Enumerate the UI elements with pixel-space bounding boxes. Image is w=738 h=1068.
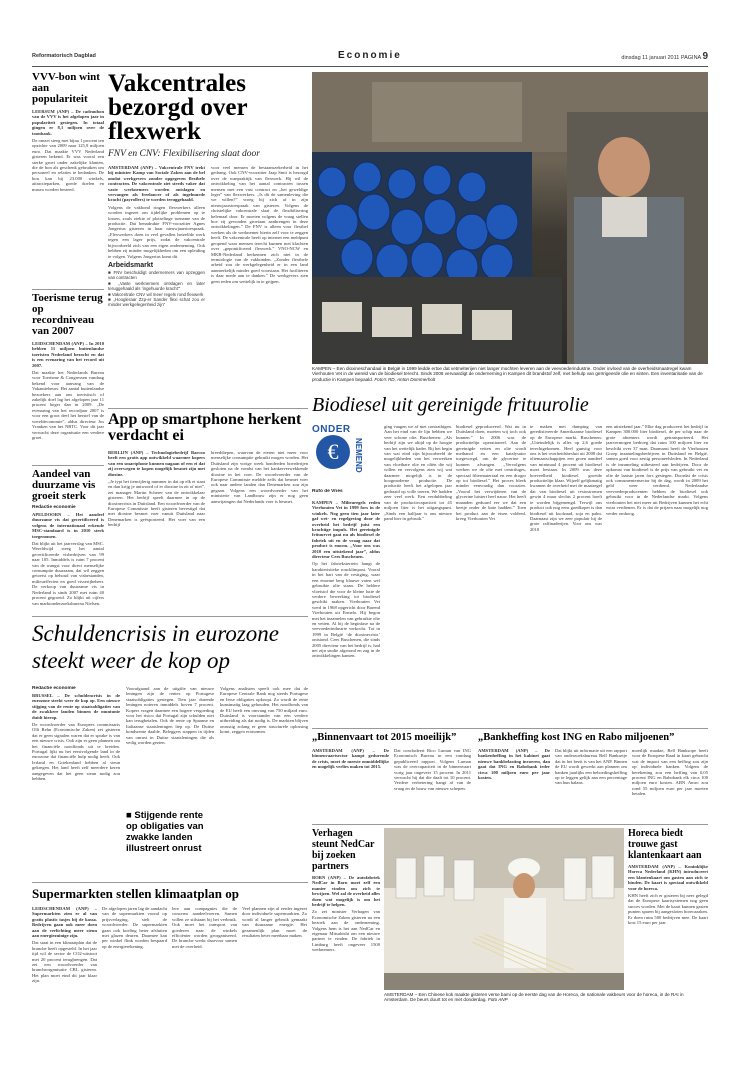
logo-caption: Rufo de Vries: [312, 489, 343, 494]
header-rule: [32, 66, 708, 67]
horeca-article: [628, 828, 708, 990]
photo-caption-1: [312, 366, 708, 388]
vakcentrales-headline: Vakcentrales bezorgd over flexwerk: [108, 72, 248, 145]
mid-divider: [312, 728, 708, 729]
ondernemend-logo: [312, 424, 380, 486]
biodiesel-col-1: [312, 500, 380, 725]
supermarkten-article: [32, 906, 308, 1016]
chef-photo-image: [384, 828, 624, 990]
schuld-lead: BRUSSEL – De schuldencrisis in de eurozone steekt weer de kop op. Een nieuwe stijging van de rente op staatsobligaties van de zwakkere landen binnen de muntunie duidt hierop.: [32, 693, 120, 720]
binnenvaart-article: [312, 732, 472, 822]
bullet-item: ■ „Vaste werknemers ontslagen en later teruggehaald als ‘ingehuurde kracht’”: [108, 280, 205, 292]
date-block: [621, 51, 708, 62]
vvv-body: De omzet steeg met bijna 1 procent ten opzichte van 2009 naar 125,9 miljoen euro. Dat maakte VVV Nederland gisteren bekend. Er was vooral een sterke groei onder zakelijke klanten, die de bon als geschenk gebruiken om personeel en relaties te bedanken. De bon kan bij 23.000 winkels, attractieparken, goede doelen en musea worden besteed.: [32, 138, 104, 192]
verhagen-headline: Verhagen steunt NedCar bij zoeken partners: [312, 828, 375, 872]
schuld-divider: [32, 616, 308, 617]
biodiesel-headline: Biodiesel uit gereinigde frituurolie: [312, 394, 589, 416]
lower-divider: [312, 824, 708, 825]
biodiesel-col-3: biodiesel geproduceerd. Wat nu in Duitsland doen, moeten wij toch ook kunnen.” In 2006 was de productielijn operationeel. Aan de gereinigde vetten en olie wordt methanol en een katalysator toegevoegd, om de glycerine te kunnen afvangen. „Vervolgens werken we de olie met centrifuges, speciaal filtermateriaal en een droger op tot biodiesel.” Het proces bleek minder eenvoudig dan voorzien. „Vooral het verwijderen van de glycerine luistert heel nauw. Het heeft maanden geduurd eer we dat een beetje onder de knie hadden.” Toen het product aan de eisen voldeed, kreeg Vierhouten Vet: [456, 424, 526, 521]
schuld-body-1: De woordvoerder van Europees commissaris Olli Rehn (Economische Zaken) zei gisteren dat er geen signalen waren dat er sprake is van een nieuwe crisis. Ook zijn er geen plannen om het financiële noodfonds uit te breiden. Portugal lijkt nu het eerstvolgende land in de eurozone dat financiële hulp nodig heeft. Ook Ierland en Griekenland hebben al steun gekregen. Het land heeft zelf meerdere keren aangegeven dat het geen steun nodig zou hebben.: [32, 722, 120, 782]
app-body-2: breeddiepen, waarvan de eieren niet meer voor menselijke consumptie gebruikt mogen worden. Het Duitsland zijn vorige week honderden boerderijen gesloten na de vondst van het kankerverwekkende dioxine in het voer. De woordvoerder van de Europese Commissie meldde zelfs dat besmet voer ook naar andere landen dan Denemarken zou zijn gegaan. Volgens een woordvoerder van het ministerie van Landbouw zijn er nog geen aanwijzingen dat Nederlands voer is besmet.: [211, 450, 308, 504]
stijgende-pullquote: ■ Stijgende rente op obligaties van zwakke landen illustreert onrust: [126, 810, 204, 854]
verhagen-lead: BORN (ANP) – De autofabriek NedCar in Born moet zelf een manier vinden om zich te bewijzen. Wel zal de overheid alles doen wat mogelijk is om het bedrijf te helpen.: [312, 875, 380, 908]
vakcentrales-subhead: FNV en CNV: Flexibilisering slaat door: [108, 149, 260, 159]
horeca-body: KHN heeft zich er gisteren bij neer gelegd dat de Europese kaartsystemen nog geen succes worden. Met de kaart kunnen gasten punten sparen bij aangesloten horecazaken. Er doen ruim 500 bedrijven mee. De kaart kost 15 euro per jaar.: [628, 893, 708, 926]
bullet-item: ■ „Hoogleraar Zzp-er Sander flexi schat zou er minder werkgelegenheid zijn”: [108, 296, 205, 308]
toerisme-headline: Toerisme terug op recordniveau van 2007: [32, 293, 103, 337]
biodiesel-col-5: een uitstekend jaar.” Elke dag produceert het bedrijf in Kampen 300.000 liter biodiesel, de per schip naar de grote afnemers wordt getransporteerd. Het jaarvermogen bedroeg dat ruim 100 miljoen liter en beschikt over 37 man. Daarnaast heeft de Vierhouten Groep inzamelingsbedrijven in Duitsland en België, samen goed voor zestig personeelsleden. In Nederland is de inzameling uitbesteed aan bedrijven. Door de opkomst van biodiesel is de prijs van gebruikt vet en olie de laatste jaren fors gestegen. Doordat de crisis ook consumentensector bij de dag, wordt in 2009 het geld weer verdiend. Nederlandse veevoederproducenten hebben de biodiesel ook gebruikt voor in de Nederlandse markt. Volgens vierhouten het niet meer uit Bedrijven kunnen het echt extra verdienen. Er is dat de prijzen naar mogelijk nog verder omhoog.: [606, 424, 708, 516]
left-divider-2: [32, 465, 104, 466]
supermarkten-body-4: Veel plannen zijn al eerder ingezet door individuele supermarkten. Zo wordt al langer gebruik gemaakt van duurzame energie. Het gezamenlijk plan moet de resultaten beter meetbaar maken.: [242, 906, 307, 939]
horeca-lead: AMSTERDAM (ANP) – Koninklijke Horeca Nederland (KHN) introduceert een klantenkaart om gasten aan zich te binden. De kaart is speciaal ontwikkeld voor de horeca.: [628, 864, 708, 891]
bankheffing-body: Dat blijkt uit informatie uit een rapport van onderzoeksbureau Bell Banksetje dat in het bezit is van het ANP. Binnen de EU wordt gewerkt aan plannen om banken jaarlijks een behoedingsheffing op te leggen gelijk aan een percentage van hun balans.: [555, 748, 627, 786]
supermarkten-headline: Supermarkten stellen klimaatplan op: [32, 886, 239, 901]
photo-credit: Foto's RD, Anton Dommerholt: [374, 376, 436, 382]
horeca-headline: Horeca biedt trouwe gast klantenkaart aan: [628, 828, 702, 861]
supermarkten-lead: LEIDSCHENDAM (ANP) – Supermarkten zien er al van gratis plastic tasjes bij de kassa. Bedrijven gaan ook meer doen aan de verlichting meer steun aan energiezuinige zijn.: [32, 906, 97, 939]
toerisme-lead: LEIDSCHENDAM (ANP) – In 2010 hebben 11 miljoen buitenlandse toeristen Nederland bezocht en dat is een evenaring van het record uit 2007.: [32, 341, 104, 368]
euro-icon: €: [316, 435, 350, 469]
bankheffing-article: [478, 732, 708, 822]
left-divider-1: [32, 289, 104, 290]
schuld-body-3: Volgens analisten speelt ook mee dat de Europese Centrale Bank nog steeds Portugese en Ierse obligaties opkoopt. Zo wordt de rente kunstmatig laag gehouden. Het noodfonds van de EU heeft een omvang van 750 miljard euro. Duitsland is voorstander van een verdere uitbreiding als dat nodig is. De markten blijven onrustig zolang er geen structurele oplossing komt, zeggen economen.: [220, 686, 308, 735]
biodiesel-col-4: te maken met dumping van geredistiveerde Amerikaanse biodiesel op de Europese markt. Buschenen: „Uiteindelijk is alles op 2,6 goede terechtgekomen. Heel gunstig voor ons is het overheidsbesluit uit 2008 dat oliemaatschappijen een groen aandeel van minimaal 4 procent uit biodiesel moet bestaan. In 2009 was deze hoeveelheid biodiesel groeide productielijn klaar. Wijzelf gelijkmatig kwamen de overheid met de maatregel dat van biodiesel uit restostromen gewin 4 maar slechts 2 procent hoeft te worden bijgemengd. Terwijl ons product ook nog eens goedkoper is dan biodiesel uit koolzaad, soja en palm. Daarnaast zijn we zeer populair bij de grote raffinaderijen. Voor ons was 2010: [530, 424, 602, 532]
duurzame-headline: Aandeel van duurzame vis groeit sterk: [32, 469, 96, 502]
pullquote-text: Stijgende rente op obligaties van zwakke landen illustreert onrust: [126, 810, 204, 854]
factory-photo-image: [312, 72, 708, 364]
arbeidsmarkt-box: [108, 262, 205, 308]
toerisme-body: Dat maakte het Nederlands Bureau voor Toerisme & Congressen vandaag bekend voor aanvang van de Vakantiebeurs. Het aantal buitenlandse bezoekers aan ons toeristisch of zakelijk doel lag het afgelopen jaar 11 procent hoger dan in 2009. „De evenaring van het recordjaar 2007 is voor een groot deel het herstel van de wereldeconomie”, aldus directeur Jos Vranken van het NBTC. Voor dit jaar verwacht deze organisatie een verdere groei.: [32, 370, 104, 440]
app-divider: [108, 408, 308, 409]
photo2-credit: Foto ANP: [487, 997, 508, 1003]
bullet-item: ■ Vakcentrale CNV wil meer regels rond flexwerk: [108, 291, 204, 297]
photo-caption-2: [384, 992, 708, 1012]
logo-bottom-text: NEMEND: [354, 438, 363, 473]
vakcentrales-body-2: voor veel mensen de bestaanszekerheid in het gedrang. Ook CNV-voorzitter Jaap Smit is bezorgd over de wanpraktijk van flexwerk. Hij wil de ontwikkeling van het aantal contracten tussen mensen met een vast contract en „het geweldige leger” van flexwerkers. „Is dit de samenleving die we willen?” vroeg hij zich af in zijn nieuwjaarstoespraak van gisteren. Volgens de christelijke vakcentrale slaat de flexibilisering helemaal door. Er moeten volgens de vraag stellen hoe zij gevonden groeiaan aanbrengen in deze ontwikkelingen.” De FNV is alleen voor flexibel werken als de werknemer hierin zelf voor te zeggen heeft. De vakcentrale heeft op internet een meldpunt geopend waar mensen terecht kunnen met klachten over „gepontificeerd flexwerk.” VNO-NCW en MKB-Nederland herkennen zich niet in de termiologie van de vakbonden. „Zonder flexibele arbeid zou de werkgelegenheid er in een land aanmerkelijk minder goed voorstaan. Het faciliteren is daar mede aan te danken.” De werkgevers zien geen reden om wettelijk in te grijpen.: [211, 165, 308, 284]
verhagen-body: Zo zei minister Verhagen van Economische Zaken gisteren na een bezoek aan de onderneming. Volgens hem is het aan NedCar en eigenaar Mitsubishi om een nieuwe partner te vinden. De fabriek in Limburg heeft ongeveer 1500 werknemers.: [312, 909, 380, 953]
app-lead: BERLIJN (ANP) – Technologiebedrijf Barcoo heeft een gratis app ontwikkeld waarmee kopers van een smartphone kunnen nagaan of een ei dat zij overwegen te kopen mogelijk besmet zijn met dioxine.: [108, 450, 205, 477]
binnenvaart-body: Dat concludeert Rico Luman van ING Economisch Bureau in een vandaag gepubliceerd rapport. Volgens Luman was de overcapaciteit in de binnenvaart vorig jaar ongeveer 15 procent. In 2011 verwacht hij dat die daalt tot 10 procent. Verdere verbetering hangt af van de vraag en de bouw van nieuwe schepen.: [394, 748, 471, 791]
vakcentrales-article: [108, 72, 308, 402]
app-article: [108, 412, 308, 612]
vvv-headline: VVV-bon wint aan populariteit: [32, 72, 100, 105]
supermarkten-body-3: lere aan compagnies die de concerns aandeelvoeren. Samen willen ze stilstaan bij het verbruik. Ook moet het transport van goederen naar de winkels efficiënter worden georganiseerd. De branche werkt daarvoor samen met de overheid.: [172, 906, 237, 949]
page-number: 9: [702, 51, 708, 62]
schuld-headline: Schuldencrisis in eurozone steekt weer de kop op: [32, 621, 280, 673]
duurzame-category: Redactie economie: [32, 505, 76, 510]
bankheffing-lead: AMSTERDAM (ANP) – De bankenheffing in het kabinet gaat nieuwe bankbelasting invoeren, dan gaat dat ING en Rabobank ieder circa 100 miljoen euro per jaar kosten.: [478, 748, 550, 781]
vakcentrales-lead: AMSTERDAM (ANP) – Vakcentrale FNV trekt bij minister Kamp van Sociale Zaken aan de bel omdat werkgevers zonder opgegeven flexibele contracten. De vakcentrale ziet steeds vaker dat vaste werknemers worden ontslagen en vervangen als freelancer of als ingehuurde kracht (payrollers) te worden teruggehaald.: [108, 165, 205, 203]
binnenvaart-headline: „Binnenvaart tot 2015 moeilijk”: [312, 732, 457, 743]
binnenvaart-lead: AMSTERDAM (ANP) – De binnenvaartsector kampt gedurende de crisis, moet de meeste onmiddellijke en mogelijk verlies maken tot 2015.: [312, 748, 389, 770]
chef-photo: [384, 828, 624, 990]
duurzame-body: Dat blijkt uit het jaarverslag van MSC. Wereldwijd steeg het aantal gecertificeerde visbedrijven van 99 naar 105. Inmiddels is ruim 7 procent van de wangst voor direct menselijke consumptie duurzaam, dat wil zeggen getoetst op behoud van visbestanden, milieueffecten en goed visserijbeheer. De verkoop van duurzame vis in Nederland is sinds 2007 met ruim 40 procent gegroeid. Zo blijkt uit cijfers van marktonderzoeksbureau Nielsen.: [32, 541, 104, 606]
duurzame-lead: APELDOORN – Het aandeel duurzame vis dat gecertificeerd is volgens de internationaal erkende MSC-standaard is in 2010 sterk toegenomen.: [32, 512, 104, 539]
bankheffing-body-2: moeilijk maakte, Bell Banksope heeft voor de Europese Raad in kaart gebracht wat de impact van een heffing zou zijn op individuele banken. Volgens de berekening zou een heffing van 0,05 procent ING en Rabobank elk circa 100 miljoen euro kosten. ABN Amro zou rond 55 miljoen euro per jaar moeten betalen.: [632, 748, 708, 797]
bullet-item: ■ FNV beschuldigt ondernemers van opzeggen van contracten: [108, 269, 205, 281]
biodiesel-lead: KAMPEN – Milieuregels reden Vierhouten Vet in 1999 fors in de winkels. Nog geen tien jaar later gaf wet- en regelgeving door de overheid het bedrijf juist een krachtige impuls. Het gereinigde frituurvet gaat nu als biodiesel de fabriek uit en de vraag naar dat product is enorm. „Voor ons was 2010 een uitstekend jaar”, aldus directeur Cees Buschenen.: [312, 500, 380, 560]
logo-top-text: ONDER: [312, 424, 351, 435]
supermarkten-divider: [32, 882, 308, 883]
date-text: dinsdag 11 januari 2011: [621, 55, 680, 61]
newspaper-name: Reformatorisch Dagblad: [32, 53, 96, 59]
factory-photo: [312, 72, 708, 364]
section-title: Economie: [338, 50, 402, 61]
toerisme-article: [32, 293, 104, 463]
vvv-article: [32, 72, 104, 287]
biodiesel-body: Op het fabrieksterrein hangt de karakteristieke roucklimpast. Vooral in het hart van de vestiging, waar een enorme berg blauwe vaten wel gebruikte olie staan. De heldere vloeistof die voor de kleine lutte de verdere bewerking tot biodiesel geschikt maken. Vierhouten Vet werd in 1968 opgericht door Barend Vierhouten uit Ermelo. Hij begon met het inzamelen van gebruikte olie en vetten. Al bij de beginfase na de veevoederindustrie verkocht. Tot in 1999 in België ‘de dioxinecrisis’ ontstond. Cees Buschenen, die sinds 2005 directeur van het bedrijf is, had net zijn studie afgerond en zag in de ontwikkelingen kansen.: [312, 561, 380, 659]
vvv-lead: LEERSUM (ANP) – De cadeaubon van de VVV is het afgelopen jaar in populariteit gestegen. In totaal gingen er 8,1 miljoen over de toonbank.: [32, 109, 104, 136]
page-header: [32, 50, 708, 64]
supermarkten-body-1: Dat staat in een klimaatplan dat de branche heeft opgesteld. In het jaar tijd wil de sector de CO2-uitstoot met 20 procent terugbrengen. Dat zei een woordvoerder van brancheorganisatie CBL gisteren. Het plan moet eind dit jaar klaar zijn.: [32, 940, 97, 984]
app-body: „Je typt het tiencijferig nummer in dat op elk ei staat en dan krijg je antwoord of er dioxine in zit of niet”, zei manager Martin Scherer van de ontwikkelaar gisteren. Het bedrijf speelt daarmee in op de dioxinecrisis in Duitsland. Een woordvoerder van de Europese Commissie heeft gisteren bevestigd dat met dioxine besmet voer vanuit Duitsland naar Denemarken is geëxporteerd. Het voer van een bedrijf: [108, 479, 205, 528]
page-label: PAGINA: [680, 55, 701, 61]
app-headline: App op smartphone herkent verdacht ei: [108, 412, 302, 444]
supermarkten-body-2: De afgelopen jaren lag de aandacht van de supermarkten vooral op prijsverlaging, stelt de woordvoerder. De supermarkten gaan ook koeling beter afsluiten met glazen deuren. Daarmee kan per winkel flink worden bespaard op de energierekening.: [102, 906, 167, 949]
biodiesel-col-2: ging vaagen we af met contrathigen. Aan het eind van de lijn hebben we veer schone olie. Buschenen: „Als bedrijf zijn we altijd op de hoogte van het wettelijk kader. Bij het begin van wat eind zijn bijvoorbeeld de mogelijkheden van het verwerken van vloeibare olie en oliën die wij willen en vervolgens zien wij wat daarmee mogelijk is in de hoogmoderne productie. De productie heeft het afgelopen jaar gedraaid op volle toeren. We hadden zeer veel werk. Een verdubbeling van de productiecapaciteit tot 45 miljoen liter is het uitgangspunt. „Sinds een halfjaar is ons nieuwe pand hier in gebruik.”: [384, 424, 452, 521]
schuld-body-2: Voorafgaand aan de uitgifte van nieuwe leningen zijn de rentes op Portugese staatsobligaties gestegen. Tien jaar durende leningen noteren inmiddels boven 7 procent. Kopers vragen daarmee een hogere vergoeding voor het risico dat Portugal zijn schulden niet kan terugbetalen. Ook de rente op Spaanse en Italiaanse staatsleningen liep op. De Duitse bondsrente daalde. Beleggers stappen in tijden van onrust in Duitse staatsleningen die als veilig worden gezien.: [126, 686, 214, 746]
verhagen-article: [312, 828, 380, 998]
arbeidsmarkt-title: Arbeidsmarkt: [108, 261, 154, 269]
schuld-article: [32, 686, 308, 880]
photo-caption-text: KAMPEN – Een dioxineschandaal in België in 1999 leidde ertoe dat vetmelterijen niet langer mochten leveren aan de veevoederindustrie. Onder invloed van de overheidsmaatregel kwam Vierhouten Vet in de wereld van de biodiesel terecht. Sinds 2006 vervaardigt de onderneming in Kampen dit brandstof zelf, met behulp van geïrrigeerde olie en sinten. Een inventarisatie van de productie in Kampen bepaald.: [312, 366, 703, 382]
schuld-category: Redactie economie: [32, 686, 76, 691]
photo2-caption-text: AMSTERDAM – Een Chinese kok maakte gisteren verse bami op de eerste dag van de Horeca, de nationale vakbeurs voor de horeca, in de RAI in Amsterdam. De beurs duurt tot en met donderdag.: [384, 992, 684, 1003]
bankheffing-headline: „Bankheffing kost ING en Rabo miljoenen”: [478, 732, 675, 743]
vakcentrales-body-1: Volgens de vakbond ringen flexwerkers alleen worden ingezet om tijdelijke problemen op te lossen, zoals ziekte of plotselinge toename van de productie. Dat benadrukte FNV-voorzitter Agnes Jongerius gisteren in haar nieuwjaarstoespraak. „Flexwerkers doen in veel gevallen hetzelfde werk tegen een lager prijs, zodat de vakcentrale bijvoorbeeld zich van een eigen onderneming. Ook hebben zij minder mogelijkheden om een opleiding te volgen. Volgens Jongerius komt dit: [108, 204, 205, 259]
